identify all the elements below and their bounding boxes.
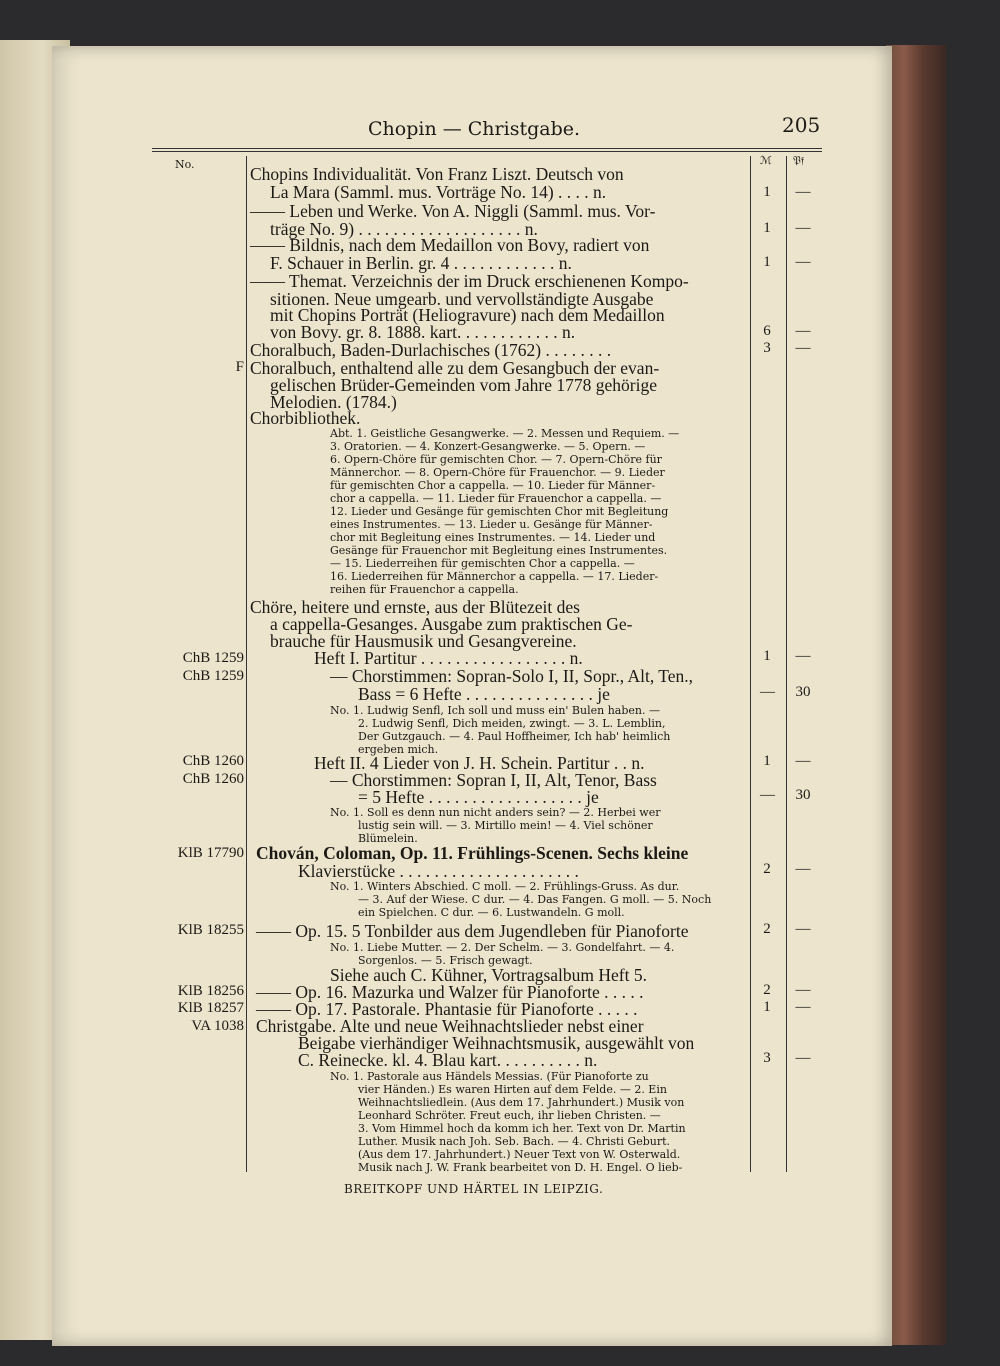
contents-line: Männerchor. — 8. Opern-Chöre für Frauenchor. — 9. Lieder — [330, 466, 665, 479]
price-mark: 1 — [763, 753, 771, 769]
page-title: Chopin — Christgabe. — [368, 118, 581, 140]
entry-line: —— Leben und Werke. Von A. Niggli (Samml. mus. Vor- — [250, 201, 656, 221]
column-header-pfennig: 𝔓𝔣 — [793, 154, 805, 167]
entry-line: Heft I. Partitur . . . . . . . . . . . . . . . . . n. — [314, 648, 583, 668]
catalog-code: KlB 18256 — [177, 983, 244, 999]
contents-line: Luther. Musik nach Joh. Seb. Bach. — 4. Christi Geburt. — [358, 1135, 671, 1148]
entry-line: Christgabe. Alte und neue Weihnachtslieder nebst einer — [256, 1016, 644, 1036]
catalog-code: F — [235, 359, 244, 375]
price-mark: 2 — [763, 921, 771, 937]
price-pfennig: — — [795, 753, 811, 769]
entry-line: —— Bildnis, nach dem Medaillon von Bovy, radiert von — [250, 235, 650, 255]
entry-line: Beigabe vierhändiger Weihnachtsmusik, ausgewählt von — [298, 1033, 695, 1053]
entry-line: mit Chopins Porträt (Heliogravure) nach dem Medaillon — [270, 305, 665, 325]
entry-line: La Mara (Samml. mus. Vorträge No. 14) . . . . n. — [270, 182, 607, 202]
price-mark: 2 — [763, 982, 771, 998]
contents-line: 3. Vom Himmel hoch da komm ich her. Text von Dr. Martin — [358, 1122, 686, 1135]
price-mark: 1 — [763, 184, 771, 200]
page-number: 205 — [782, 113, 821, 137]
price-pfennig: — — [795, 648, 811, 664]
contents-line: chor a cappella. — 11. Lieder für Frauenchor a cappella. — — [330, 492, 662, 505]
contents-line: reihen für Frauenchor a cappella. — [330, 583, 519, 596]
contents-line: Der Gutzgauch. — 4. Paul Hoffheimer, Ich hab' heimlich — [358, 730, 671, 743]
entry-line: Chopins Individualität. Von Franz Liszt. Deutsch von — [250, 164, 624, 184]
entry-line: —— Op. 15. 5 Tonbilder aus dem Jugendleben für Pianoforte — [256, 921, 689, 941]
price-mark: — — [760, 787, 775, 803]
column-divider-left — [246, 156, 247, 1172]
entry-line: träge No. 9) . . . . . . . . . . . . . . . . . . . n. — [270, 219, 538, 239]
entry-line: Heft II. 4 Lieder von J. H. Schein. Partitur . . n. — [314, 753, 645, 773]
entry-line: — Chorstimmen: Sopran I, II, Alt, Tenor, Bass — [330, 770, 657, 790]
contents-line: für gemischten Chor a cappella. — 10. Lieder für Männer- — [330, 479, 656, 492]
contents-line: ein Spielchen. C dur. — 6. Lustwandeln. G moll. — [358, 906, 625, 919]
price-mark: 1 — [763, 999, 771, 1015]
entry-line: F. Schauer in Berlin. gr. 4 . . . . . . . . . . . . n. — [270, 253, 572, 273]
entry-line: Chorbibliothek. — [250, 408, 361, 428]
column-header-no: No. — [175, 158, 195, 171]
catalog-code: VA 1038 — [191, 1018, 244, 1034]
contents-line: No. 1. Pastorale aus Händels Messias. (Für Pianoforte zu — [330, 1070, 649, 1083]
entry-line: — Chorstimmen: Sopran-Solo I, II, Sopr., Alt, Ten., — [330, 666, 694, 686]
contents-line: vier Händen.) Es waren Hirten auf dem Felde. — 2. Ein — [358, 1083, 667, 1096]
contents-line: Weihnachtsliedlein. (Aus dem 17. Jahrhundert.) Musik von — [358, 1096, 685, 1109]
contents-line: (Aus dem 17. Jahrhundert.) Neuer Text von W. Osterwald. — [358, 1148, 681, 1161]
price-pfennig: — — [795, 1050, 811, 1066]
entry-line: = 5 Hefte . . . . . . . . . . . . . . . . . . je — [358, 787, 599, 807]
price-pfennig: 30 — [795, 684, 811, 700]
price-pfennig: — — [795, 999, 811, 1015]
price-pfennig: — — [795, 220, 811, 236]
price-pfennig: — — [795, 184, 811, 200]
header-rule — [152, 148, 822, 152]
price-pfennig: — — [795, 982, 811, 998]
catalog-code: KlB 18257 — [177, 1000, 244, 1016]
entry-line: Bass = 6 Hefte . . . . . . . . . . . . . . . je — [358, 684, 610, 704]
contents-line: 3. Oratorien. — 4. Konzert-Gesangwerke. — 5. Opern. — — [330, 440, 646, 453]
contents-line: Musik nach J. W. Frank bearbeitet von D. H. Engel. O lieb- — [358, 1161, 683, 1174]
contents-line: 16. Liederreihen für Männerchor a cappella. — 17. Lieder- — [330, 570, 659, 583]
catalog-code: ChB 1260 — [182, 753, 244, 769]
entry-line: brauche für Hausmusik und Gesangvereine. — [270, 631, 577, 651]
entry-line: C. Reinecke. kl. 4. Blau kart. . . . . . . . . . n. — [298, 1050, 598, 1070]
price-pfennig: — — [795, 921, 811, 937]
contents-line: — 3. Auf der Wiese. C dur. — 4. Das Fangen. G moll. — 5. Noch — [358, 893, 712, 906]
catalog-code: KlB 18255 — [177, 922, 244, 938]
contents-line: Sorgenlos. — 5. Frisch gewagt. — [358, 954, 533, 967]
contents-line: — 15. Liederreihen für gemischten Chor a cappella. — — [330, 557, 635, 570]
contents-line: Gesänge für Frauenchor mit Begleitung eines Instrumentes. — [330, 544, 668, 557]
entry-line: von Bovy. gr. 8. 1888. kart. . . . . . . . . . . . n. — [270, 322, 576, 342]
entry-line: —— Op. 16. Mazurka und Walzer für Pianoforte . . . . . — [256, 982, 644, 1002]
price-pfennig: 30 — [795, 787, 811, 803]
entry-line: a cappella-Gesanges. Ausgabe zum praktischen Ge- — [270, 614, 633, 634]
price-mark: 1 — [763, 254, 771, 270]
catalog-code: ChB 1259 — [182, 650, 244, 666]
entry-line: —— Themat. Verzeichnis der im Druck erschienenen Kompo- — [250, 271, 689, 291]
price-mark: 6 — [763, 323, 771, 339]
catalog-code: KlB 17790 — [177, 845, 244, 861]
price-mark: 2 — [763, 861, 771, 877]
price-mark: 3 — [763, 340, 771, 356]
entry-line: Choralbuch, Baden-Durlachisches (1762) . . . . . . . . — [250, 340, 612, 360]
entry-line: Chöre, heitere und ernste, aus der Blütezeit des — [250, 597, 580, 617]
column-divider-pf — [786, 156, 787, 1172]
contents-line: No. 1. Winters Abschied. C moll. — 2. Frühlings-Gruss. As dur. — [330, 880, 680, 893]
contents-line: No. 1. Ludwig Senfl, Ich soll und muss ein' Bulen haben. — — [330, 704, 660, 717]
price-mark: 3 — [763, 1050, 771, 1066]
entry-line: Choralbuch, enthaltend alle zu dem Gesangbuch der evan- — [250, 358, 660, 378]
column-header-mark: ℳ — [760, 154, 772, 167]
price-pfennig: — — [795, 323, 811, 339]
price-mark: 1 — [763, 220, 771, 236]
contents-line: lustig sein will. — 3. Mirtillo mein! — 4. Viel schöner — [358, 819, 653, 832]
price-pfennig: — — [795, 861, 811, 877]
entry-line: gelischen Brüder-Gemeinden vom Jahre 1778 gehörige — [270, 375, 657, 395]
price-pfennig: — — [795, 340, 811, 356]
contents-line: No. 1. Liebe Mutter. — 2. Der Schelm. — 3. Gondelfahrt. — 4. — [330, 941, 675, 954]
contents-line: ergeben mich. — [358, 743, 439, 756]
catalog-code: ChB 1259 — [182, 668, 244, 684]
publisher-footer: BREITKOPF UND HÄRTEL IN LEIPZIG. — [344, 1182, 604, 1196]
entry-line: sitionen. Neue umgearb. und vervollständigte Ausgabe — [270, 289, 654, 309]
contents-line: 2. Ludwig Senfl, Dich meiden, zwingt. — 3. L. Lemblin, — [358, 717, 666, 730]
price-pfennig: — — [795, 254, 811, 270]
contents-line: 6. Opern-Chöre für gemischten Chor. — 7. Opern-Chöre für — [330, 453, 662, 466]
entry-line: Siehe auch C. Kühner, Vortragsalbum Heft 5. — [330, 965, 647, 985]
price-mark: 1 — [763, 648, 771, 664]
book-spine — [886, 45, 946, 1345]
contents-line: Abt. 1. Geistliche Gesangwerke. — 2. Messen und Requiem. — — [330, 427, 680, 440]
entry-line: Klavierstücke . . . . . . . . . . . . . . . . . . . . . — [298, 861, 579, 881]
entry-line: Melodien. (1784.) — [270, 392, 397, 412]
entry-line: —— Op. 17. Pastorale. Phantasie für Pianoforte . . . . . — [256, 999, 638, 1019]
price-mark: — — [760, 684, 775, 700]
contents-line: 12. Lieder und Gesänge für gemischten Chor mit Begleitung — [330, 505, 669, 518]
contents-line: Blümelein. — [358, 832, 418, 845]
contents-line: Leonhard Schröter. Freut euch, ihr lieben Christen. — — [358, 1109, 661, 1122]
contents-line: chor mit Begleitung eines Instrumentes. — 14. Lieder und — [330, 531, 656, 544]
column-divider-m — [750, 156, 751, 1172]
catalog-code: ChB 1260 — [182, 771, 244, 787]
contents-line: eines Instrumentes. — 13. Lieder u. Gesänge für Männer- — [330, 518, 653, 531]
contents-line: No. 1. Soll es denn nun nicht anders sein? — 2. Herbei wer — [330, 806, 661, 819]
entry-line: Chován, Coloman, Op. 11. Frühlings-Scenen. Sechs kleine — [256, 843, 689, 863]
